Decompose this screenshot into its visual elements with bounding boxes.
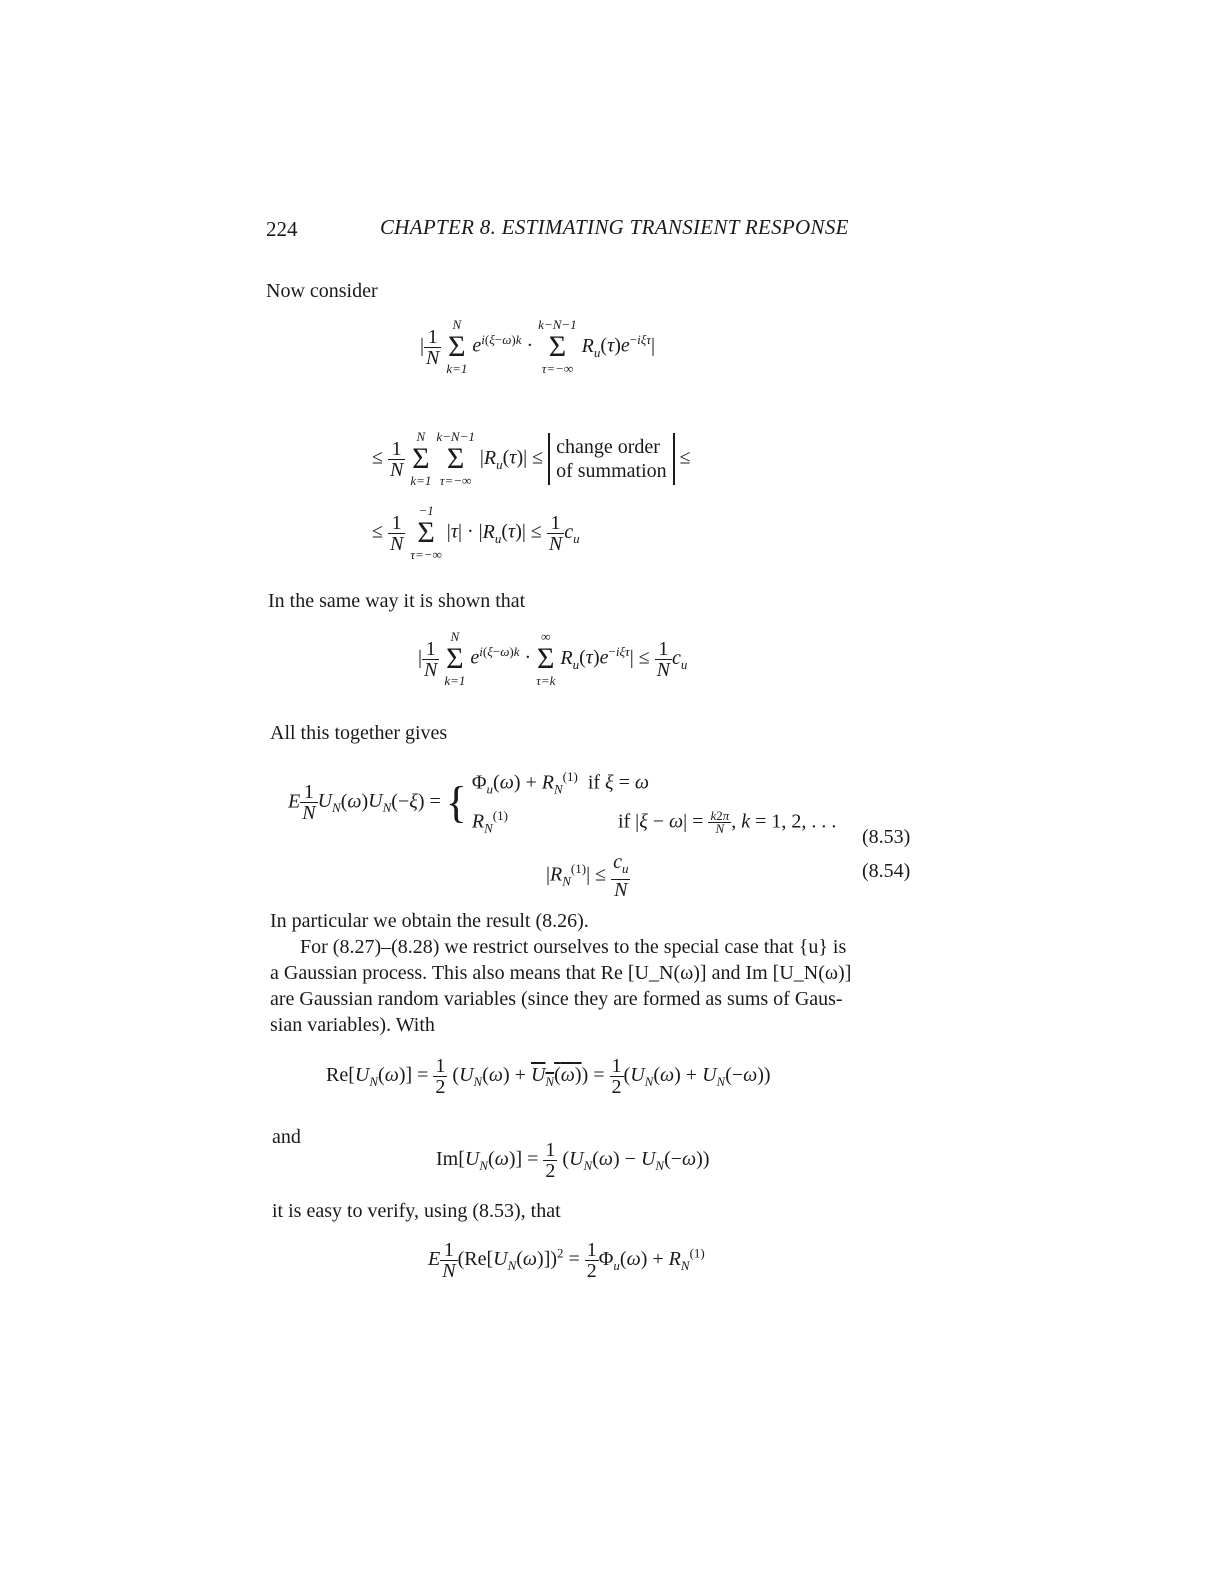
equation-imaginary-part: $Im[U_N(\omega)]$ = $\frac{1}{2}$ $(U_N(\omega) - U_N(-\omega))$ bbox=[436, 1139, 710, 1182]
equation-number-8-53: (8.53) bbox=[862, 826, 911, 848]
text-now-consider: Now consider bbox=[266, 280, 378, 302]
page-number: 224 bbox=[266, 217, 298, 241]
equation-8-54: $|R_N^{(1)}|$ ≤ $\frac{c_u}{N}$ bbox=[546, 851, 629, 901]
bracket-line1: change order bbox=[556, 436, 660, 458]
equation-sum-expression-2: | $\frac{1}{N}$ N Σ k=1 $e^{i(\xi-\omega)k}$ · ∞ Σ τ=k $R_u(\tau)e^{-i\xi\tau}|$ ≤ $\frac{1}{N}$ $c_u$ bbox=[418, 629, 688, 688]
bracket-note bbox=[548, 433, 675, 485]
equation-inequality-1: ≤ $\frac{1}{N}$ N Σ k=1 k−N−1 Σ τ=−∞ $|R_u(\tau)|$ ≤ change order of summation ≤ bbox=[372, 429, 691, 488]
paragraph-gaussian bbox=[270, 908, 922, 1038]
equation-sum-expression: | $\frac{1}{N}$ N Σ k=1 $e^{i(\xi-\omega)k}$ · k−N−1 Σ τ=−∞ $R_u(\tau)e^{-i\xi\tau}|$ bbox=[420, 317, 655, 376]
equation-real-part: $Re[U_N(\omega)]$ = $\frac{1}{2}$ $(U_N(\omega) + U_N(\omega))$ = $\frac{1}{2}$ $(U_N(\omega) + U_N(-\omega))$ bbox=[326, 1055, 771, 1098]
equation-inequality-2: ≤ $\frac{1}{N}$ −1 Σ τ=−∞ $|\tau| \cdot |R_u(\tau)|$ ≤ $\frac{1}{N}$ $c_u$ bbox=[372, 503, 580, 562]
bracket-line2: of summation bbox=[556, 460, 667, 482]
text-same-way: In the same way it is shown that bbox=[268, 590, 526, 612]
equation-8-53: E $\frac{1}{N}$ $U_N(\omega)U_N(-\xi)$ = { $\Phi_u(\omega) + R_N^{(1)}$ if ξ = ω $R_N^{(1)}$ if |ξ − ω| = $\frac{k2\pi}{N}$ , k = 1, 2, . . . bbox=[288, 769, 837, 837]
paragraph-line-1: For (8.27)–(8.28) we restrict ourselves to the special case that {u} is bbox=[300, 936, 847, 958]
equation-number-8-54: (8.54) bbox=[862, 860, 911, 882]
text-and: and bbox=[272, 1126, 301, 1148]
chapter-title: CHAPTER 8. ESTIMATING TRANSIENT RESPONSE bbox=[380, 215, 849, 239]
paragraph-line-3: are Gaussian random variables (since they are formed as sums of Gaus- bbox=[270, 988, 843, 1010]
equation-expectation-real-squared: E $\frac{1}{N}$ $(Re[U_N(\omega)])^2$ = $\frac{1}{2}$ $\Phi_u(\omega) + R_N^{(1)}$ bbox=[428, 1239, 705, 1282]
text-in-particular: In particular we obtain the result (8.26). bbox=[270, 910, 589, 932]
paragraph-line-2: a Gaussian process. This also means that Re [U_N(ω)] and Im [U_N(ω)] bbox=[270, 962, 852, 984]
text-all-together: All this together gives bbox=[270, 722, 448, 744]
text-easy-verify: it is easy to verify, using (8.53), that bbox=[272, 1200, 561, 1222]
paragraph-line-4: sian variables). With bbox=[270, 1014, 435, 1036]
